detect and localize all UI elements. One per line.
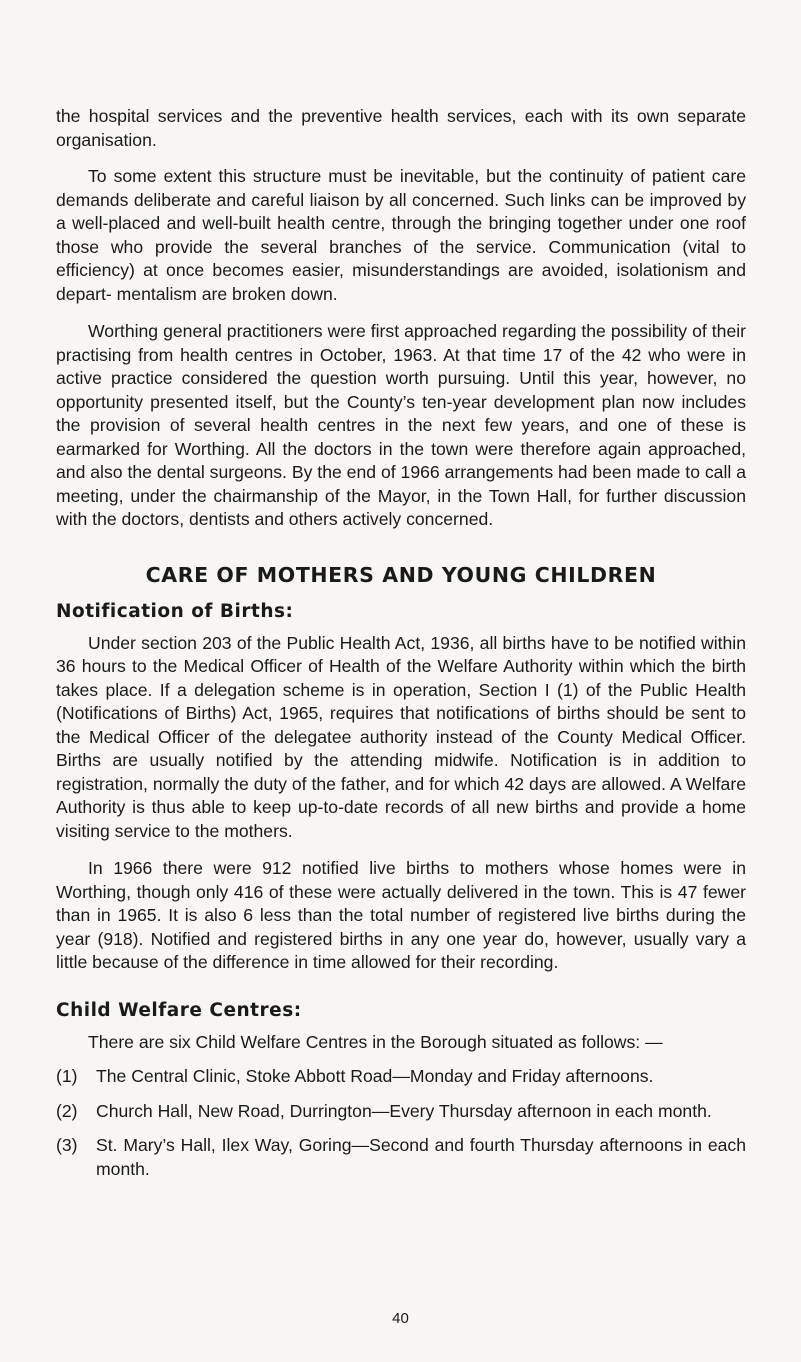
list-item-text: Church Hall, New Road, Durrington—Every Thursday afternoon in each month.: [96, 1100, 712, 1121]
page-number: 40: [392, 1310, 409, 1327]
list-item: [56, 1065, 746, 1089]
intro-paragraph-2: To some extent this structure must be inevitable, but the continuity of patient care demands deliberate and careful liaison by all concerned. Such links can be improved by a well-placed and well-built health centre, through the bringing together under one roof those who provide the several branches of the service. Communication (vital to efficiency) at once becomes easier, misunderstandings are avoided, isolationism and depart- mentalism are broken down.: [56, 166, 746, 304]
notification-heading: Notification of Births:: [56, 600, 294, 622]
list-item-number: (3): [56, 1135, 78, 1155]
list-item-number: (1): [56, 1066, 78, 1086]
list-item: [56, 1134, 746, 1181]
list-item: [56, 1100, 746, 1124]
notification-paragraph-2: In 1966 there were 912 notified live births to mothers whose homes were in Worthing, though only 416 of these were actually delivered in the town. This is 47 fewer than in 1965. It is also 6 less than the total number of registered live births during the year (918). Notified and registered births in any one year do, however, usually vary a little because of the difference in time allowed for their recording.: [56, 858, 746, 972]
section-heading: CARE OF MOTHERS AND YOUNG CHILDREN: [145, 562, 657, 587]
centres-list: [56, 1065, 746, 1181]
intro-paragraph-1: the hospital services and the preventive health services, each with its own separate organisation.: [56, 106, 746, 150]
document-page: [56, 105, 746, 1192]
notification-paragraph-1: Under section 203 of the Public Health Act, 1936, all births have to be notified within 36 hours to the Medical Officer of Health of the Welfare Authority within which the birth takes place. If a delegation scheme is in operation, Section I (1) of the Public Health (Notifications of Births) Act, 1965, requires that notifications of births should be sent to the Medical Officer of the delegatee authority instead of the County Medical Officer. Births are usually notified by the attending midwife. Notification is in addition to registration, normally the duty of the father, and for which 42 days are allowed. A Welfare Authority is thus able to keep up-to-date records of all new births and provide a home visiting service to the mothers.: [56, 632, 746, 841]
list-item-text: The Central Clinic, Stoke Abbott Road—Monday and Friday afternoons.: [96, 1066, 654, 1086]
child-welfare-intro: There are six Child Welfare Centres in the Borough situated as follows: —: [88, 1031, 663, 1052]
intro-paragraph-3: Worthing general practitioners were first approached regarding the possibility of their practising from health centres in October, 1963. At that time 17 of the 42 who were in active practice considered the question worth pursuing. Until this year, however, no opportunity presented itself, but the County’s ten-year development plan now includes the provision of several health centres in the next few years, and one of these is earmarked for Worthing. All the doctors in the town were therefore again approached, and also the dental surgeons. By the end of 1966 arrangements had been made to call a meeting, under the chairmanship of the Mayor, in the Town Hall, for further discussion with the doctors, dentists and others actively concerned.: [56, 321, 746, 529]
child-welfare-heading: Child Welfare Centres:: [56, 999, 302, 1021]
list-item-text: St. Mary’s Hall, Ilex Way, Goring—Second and fourth Thursday afternoons in each month.: [96, 1135, 746, 1179]
list-item-number: (2): [56, 1100, 78, 1121]
